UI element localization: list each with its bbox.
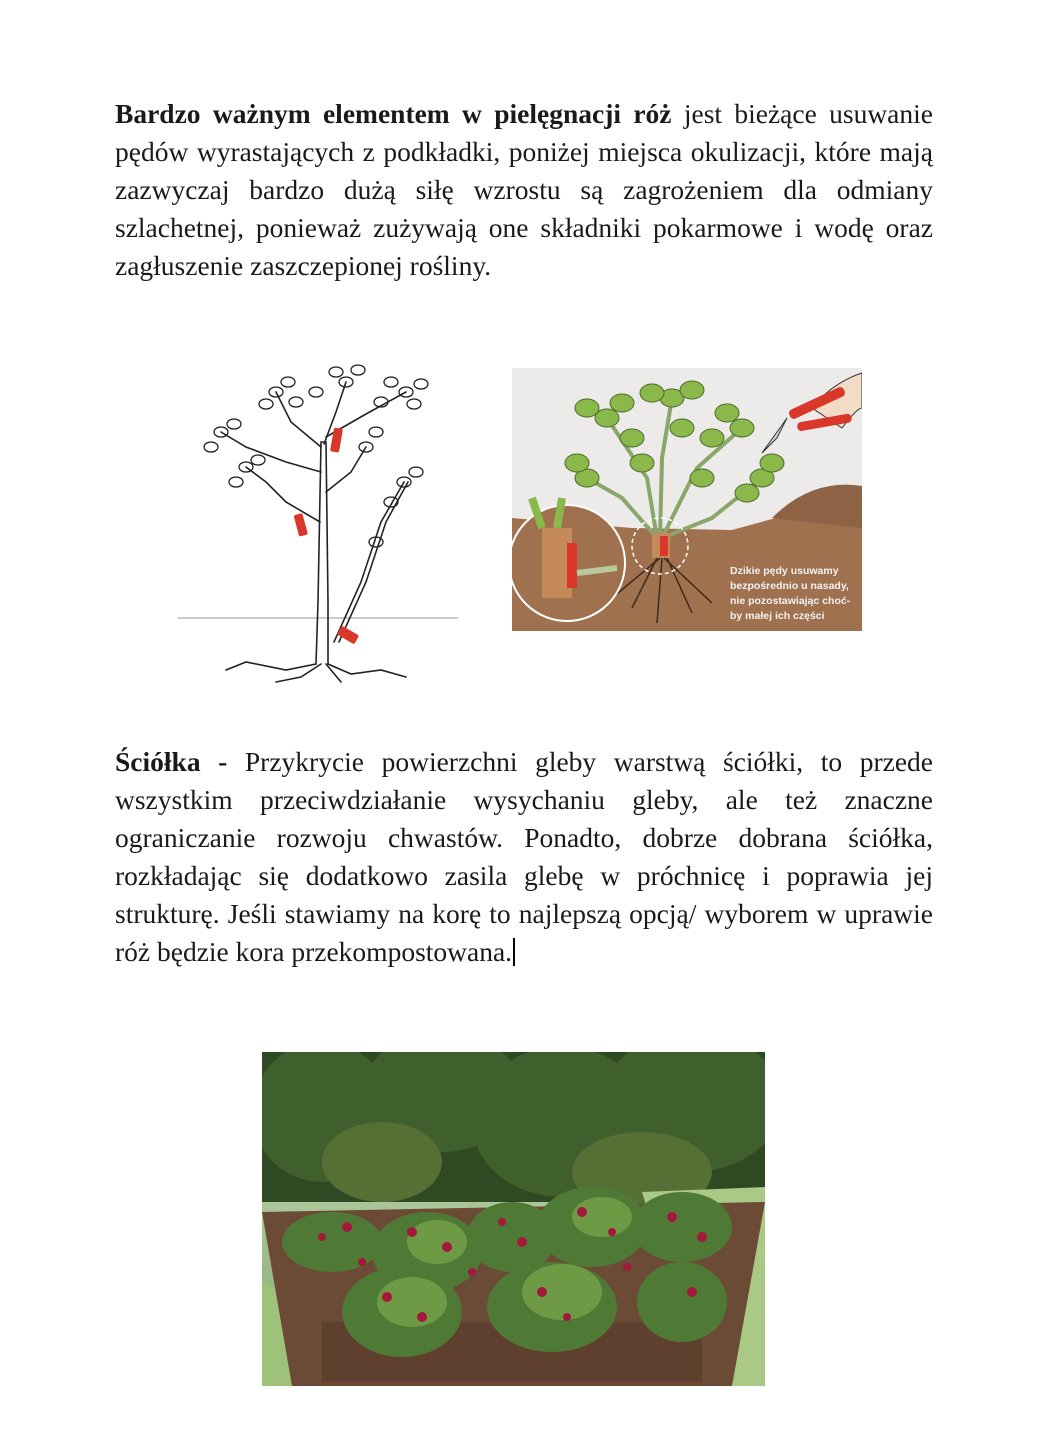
paragraph-lead-bold: Bardzo ważnym elementem w pielęgnacji róż	[115, 98, 672, 129]
sucker-removal-diagram	[512, 368, 862, 631]
rose-sketch-drawing	[176, 352, 460, 684]
paragraph-mulch	[115, 743, 933, 971]
rose-pruning-sketch	[176, 352, 460, 684]
diagram-caption: Dzikie pędy usuwamy bezpośrednio u nasady, nie pozostawiając choć-by małej ich części	[730, 565, 851, 622]
paragraph-mulch-bold: Ściółka -	[115, 746, 228, 777]
rose-bed-image	[262, 1052, 765, 1386]
paragraph-body: jest bieżące usuwanie pędów wyrastających z podkładki, poniżej miejsca okulizacji, które mają zazwyczaj bardzo dużą siłę wzrostu są zagrożeniem dla odmiany szlachetnej, ponieważ zużywają one składniki pokarmowe i wodę oraz zagłuszenie zaszczepionej rośliny.	[115, 98, 933, 281]
paragraph-rootstock-shoots	[115, 95, 933, 285]
text-cursor	[513, 938, 515, 966]
paragraph-mulch-body: Przykrycie powierzchni gleby warstwą ściółki, to przede wszystkim przeciwdziałanie wysychaniu gleby, ale też znaczne ograniczanie rozwoju chwastów. Ponadto, dobrze dobrana ściółka, rozkładając się dodatkowo zasila glebę w próchnicę i poprawia jej strukturę. Jeśli stawiamy na korę to najlepszą opcją/ wyborem w uprawie róż będzie kora przekompostowana.	[115, 746, 933, 967]
rose-bed-photo	[262, 1052, 765, 1386]
